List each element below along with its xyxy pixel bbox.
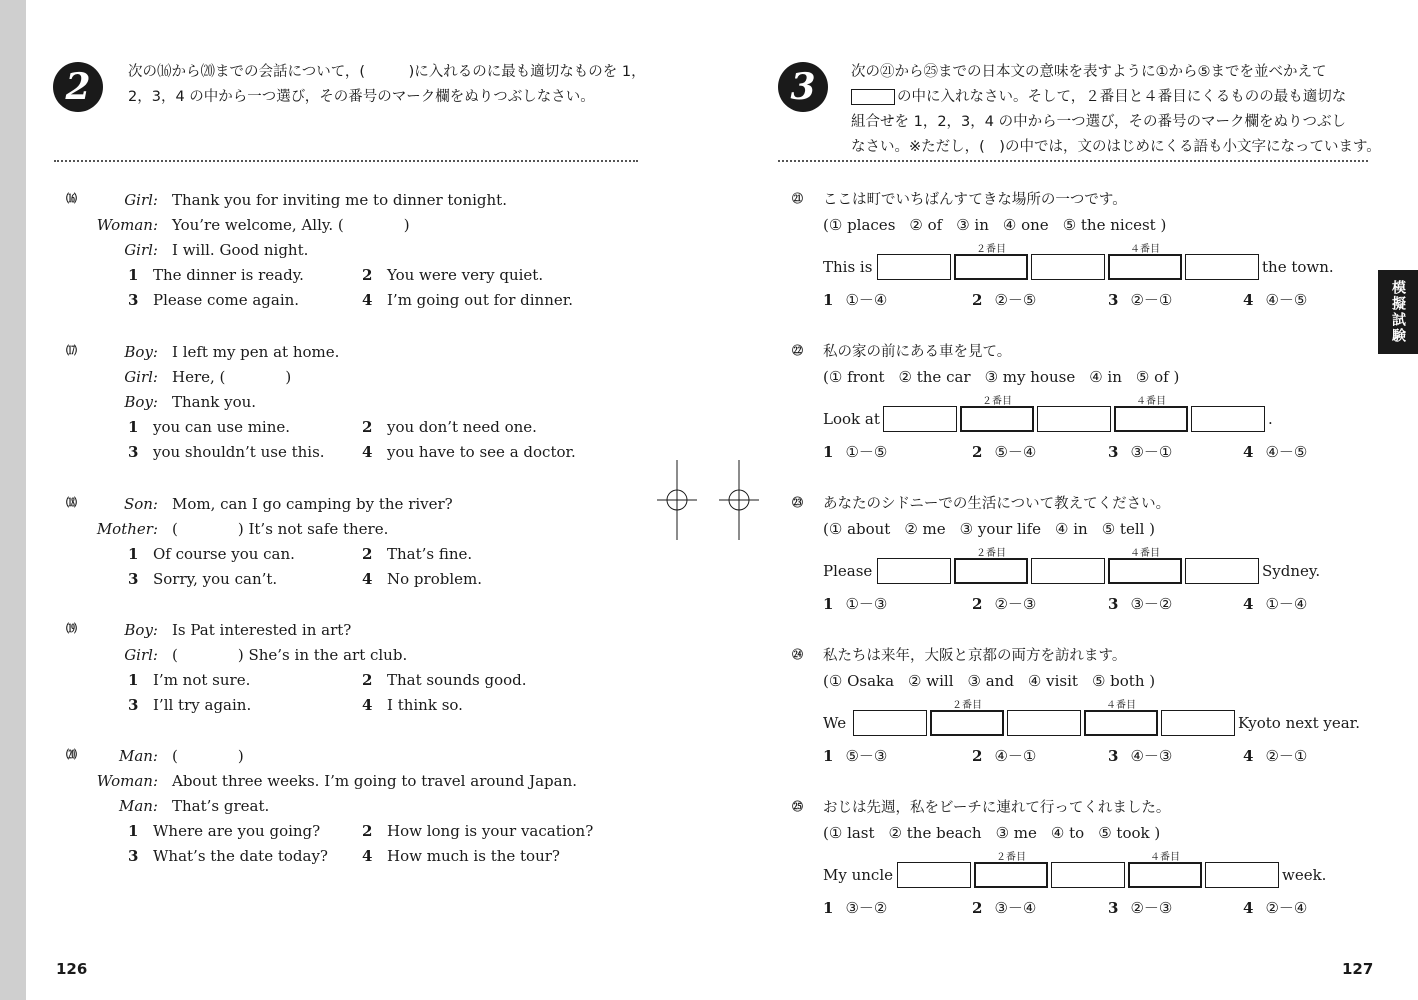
dialogue-line (86, 365, 291, 390)
sentence-prefix: This is (823, 258, 873, 276)
answer-slot[interactable] (853, 710, 927, 736)
dialogue-text: ( ) (172, 747, 244, 765)
question-number: ㉕ (792, 800, 803, 813)
answer-option[interactable] (823, 440, 887, 464)
answer-option[interactable] (1108, 440, 1172, 464)
answer-option-number: 3 (1108, 747, 1119, 765)
dialogue-text: That’s great. (172, 797, 270, 815)
section-number-badge: 3 (778, 62, 828, 112)
word-choices (823, 365, 1193, 390)
dialogue-line (86, 492, 453, 517)
word-choices (823, 213, 1180, 238)
word-choice: (① front (823, 368, 885, 386)
word-choice: (① about (823, 520, 891, 538)
instruction-line: 次の⒃から⒇までの会話について，( )に入れるのに最も適切なものを 1， (128, 64, 646, 80)
answer-option-text: ②－① (1265, 747, 1308, 765)
option-text[interactable]: you don’t need one. (387, 418, 537, 436)
option-text[interactable]: That’s fine. (387, 545, 473, 563)
second-slot-label: ２番目 (952, 700, 982, 711)
option-number[interactable]: 1 (128, 671, 139, 689)
section-instruction (851, 60, 1381, 160)
dialogue-line (86, 517, 388, 542)
option-text[interactable]: I think so. (387, 696, 463, 714)
answer-option[interactable] (1108, 592, 1172, 616)
answer-option-number: 2 (972, 443, 983, 461)
answer-option-text: ③－④ (994, 899, 1037, 917)
word-choice: ④ one (1002, 216, 1049, 234)
answer-option[interactable] (1243, 592, 1307, 616)
answer-option-text: ③－② (845, 899, 888, 917)
answer-option[interactable] (1108, 744, 1172, 768)
answer-slot[interactable] (1051, 862, 1125, 888)
word-choice: (① last (823, 824, 875, 842)
second-slot-label: ２番目 (996, 852, 1026, 863)
answer-slot[interactable] (974, 862, 1048, 888)
option-number[interactable]: 1 (128, 266, 139, 284)
option-text[interactable]: No problem. (387, 570, 482, 588)
answer-slot[interactable] (960, 406, 1034, 432)
dialogue-text: ( ) It’s not safe there. (172, 520, 389, 538)
dialogue-line (86, 340, 339, 365)
answer-option[interactable] (972, 288, 1036, 312)
japanese-sentence: おじは先週，私をビーチに連れて行ってくれました。 (823, 800, 1171, 816)
word-choice: (① Osaka (823, 672, 895, 690)
question-number: ㉔ (792, 648, 803, 661)
word-choice: ④ to (1050, 824, 1085, 842)
option-number[interactable]: 4 (362, 291, 373, 309)
answer-option[interactable] (1108, 896, 1172, 920)
sentence-prefix: Look at (823, 410, 880, 428)
option-number[interactable]: 2 (362, 822, 373, 840)
option-number[interactable]: 3 (128, 847, 139, 865)
answer-option-number: 1 (823, 747, 834, 765)
answer-slot[interactable] (1084, 710, 1158, 736)
answer-option[interactable] (1243, 896, 1307, 920)
answer-option-number: 1 (823, 291, 834, 309)
word-choice: ② will (908, 672, 954, 690)
speaker-label: Woman: (96, 772, 158, 790)
answer-option[interactable] (972, 440, 1036, 464)
option-number[interactable]: 4 (362, 696, 373, 714)
answer-option-text: ②－④ (1265, 899, 1308, 917)
answer-option-number: 2 (972, 747, 983, 765)
dialogue-text: Thank you for inviting me to dinner tonight. (172, 191, 507, 209)
answer-option-text: ②－③ (1130, 899, 1173, 917)
question-number: ㉑ (792, 192, 803, 205)
answer-option[interactable] (1108, 288, 1172, 312)
speaker-label: Boy: (124, 621, 158, 639)
question-number: ㉒ (792, 344, 803, 357)
question-number: ⒃ (66, 192, 77, 205)
answer-option[interactable] (972, 592, 1036, 616)
answer-option-number: 4 (1243, 899, 1254, 917)
answer-option-number: 1 (823, 899, 834, 917)
word-choice: ⑤ both ) (1091, 672, 1156, 690)
answer-option-text: ③－① (1130, 443, 1173, 461)
answer-slot[interactable] (877, 558, 951, 584)
japanese-sentence: ここは町でいちばんすてきな場所の一つです。 (823, 192, 1127, 208)
answer-option-number: 1 (823, 443, 834, 461)
answer-option-text: ②－① (1130, 291, 1173, 309)
answer-slot[interactable] (954, 254, 1028, 280)
speaker-label: Woman: (96, 216, 158, 234)
word-choice: ③ and (967, 672, 1014, 690)
sentence-prefix: We (823, 714, 847, 732)
answer-slot[interactable] (1007, 710, 1081, 736)
answer-slot[interactable] (1108, 254, 1182, 280)
sentence-prefix: Please (823, 562, 873, 580)
dialogue-text: You’re welcome, Ally. ( ) (172, 216, 410, 234)
second-slot-label: ２番目 (982, 396, 1012, 407)
option-number[interactable]: 3 (128, 570, 139, 588)
option-text[interactable]: The dinner is ready. (153, 266, 304, 284)
speaker-label: Boy: (124, 343, 158, 361)
word-choice: ⑤ took ) (1098, 824, 1161, 842)
answer-option-text: ⑤－④ (994, 443, 1037, 461)
dialogue-line (86, 794, 269, 819)
answer-option-text: ①－⑤ (845, 443, 888, 461)
option-text[interactable]: That sounds good. (387, 671, 527, 689)
word-choices (823, 669, 1169, 694)
answer-option[interactable] (823, 592, 887, 616)
speaker-label: Man: (118, 747, 158, 765)
left-page (26, 0, 686, 1000)
answer-option[interactable] (823, 744, 887, 768)
dialogue-line (86, 744, 244, 769)
option-number[interactable]: 3 (128, 696, 139, 714)
answer-slot[interactable] (1031, 254, 1105, 280)
option-text[interactable]: You were very quiet. (387, 266, 544, 284)
option-number[interactable]: 4 (362, 443, 373, 461)
fourth-slot-label: ４番目 (1150, 852, 1180, 863)
option-text[interactable]: I’ll try again. (153, 696, 252, 714)
word-choice: ④ in (1089, 368, 1122, 386)
answer-option[interactable] (972, 744, 1036, 768)
answer-option-text: ①－③ (845, 595, 888, 613)
option-number[interactable]: 2 (362, 266, 373, 284)
instruction-line: なさい。※ただし，( )の中では，文のはじめにくる語も小文字になっています。 (851, 139, 1381, 155)
speaker-label: Son: (123, 495, 158, 513)
answer-option-number: 2 (972, 595, 983, 613)
word-choice: ③ my house (984, 368, 1076, 386)
answer-option-text: ④－③ (1130, 747, 1173, 765)
fourth-slot-label: ４番目 (1130, 548, 1160, 559)
answer-option[interactable] (1243, 744, 1307, 768)
instruction-line-with-box (851, 85, 1381, 110)
fourth-slot-label: ４番目 (1136, 396, 1166, 407)
page-number: 127 (1342, 960, 1374, 978)
answer-slot[interactable] (1031, 558, 1105, 584)
dialogue-text: About three weeks. I’m going to travel around Japan. (172, 772, 578, 790)
answer-option-number: 4 (1243, 291, 1254, 309)
sentence-suffix: Sydney. (1262, 562, 1321, 580)
instruction-line: 2，3，4 の中から一つ選び，その番号のマーク欄をぬりつぶしなさい。 (128, 89, 595, 105)
option-text[interactable]: I’m not sure. (153, 671, 251, 689)
option-text[interactable]: I’m going out for dinner. (387, 291, 574, 309)
question-number: ⒅ (66, 496, 77, 509)
question-number: ㉓ (792, 496, 803, 509)
word-choice: ③ in (956, 216, 989, 234)
speaker-label: Girl: (124, 646, 158, 664)
answer-option-text: ④－① (994, 747, 1037, 765)
answer-slot[interactable] (1161, 710, 1235, 736)
page-number: 126 (56, 960, 88, 978)
answer-option[interactable] (1243, 440, 1307, 464)
word-choice: ⑤ of ) (1135, 368, 1180, 386)
dialogue-line (86, 213, 410, 238)
dialogue-text: Thank you. (172, 393, 257, 411)
answer-option[interactable] (823, 288, 887, 312)
speaker-label: Man: (118, 797, 158, 815)
answer-option-text: ①－④ (845, 291, 888, 309)
answer-slot[interactable] (1185, 254, 1259, 280)
speaker-label: Girl: (124, 368, 158, 386)
word-choice: ② the beach (888, 824, 982, 842)
word-choices (823, 821, 1174, 846)
speaker-label: Boy: (124, 393, 158, 411)
dialogue-line (86, 643, 407, 668)
option-number[interactable]: 1 (128, 822, 139, 840)
fourth-slot-label: ４番目 (1130, 244, 1160, 255)
option-number[interactable]: 3 (128, 291, 139, 309)
answer-option-number: 2 (972, 899, 983, 917)
section-instruction (128, 60, 646, 110)
answer-slot[interactable] (1191, 406, 1265, 432)
option-text[interactable]: Of course you can. (153, 545, 295, 563)
answer-slot[interactable] (930, 710, 1004, 736)
divider (54, 160, 638, 162)
sentence-suffix: week. (1282, 866, 1327, 884)
option-number[interactable]: 1 (128, 545, 139, 563)
option-text[interactable]: Where are you going? (153, 822, 321, 840)
speaker-label: Girl: (124, 191, 158, 209)
answer-option[interactable] (972, 896, 1036, 920)
answer-slot[interactable] (1108, 558, 1182, 584)
japanese-sentence: 私たちは来年，大阪と京都の両方を訪れます。 (823, 648, 1127, 664)
word-choice: ⑤ the nicest ) (1062, 216, 1167, 234)
answer-option-number: 3 (1108, 595, 1119, 613)
option-number[interactable]: 4 (362, 570, 373, 588)
second-slot-label: ２番目 (976, 244, 1006, 255)
dialogue-text: Here, ( ) (172, 368, 292, 386)
right-page (732, 0, 1418, 1000)
dialogue-line (86, 618, 351, 643)
option-number[interactable]: 2 (362, 671, 373, 689)
option-number[interactable]: 2 (362, 418, 373, 436)
word-choice: ③ your life (959, 520, 1042, 538)
sentence-suffix: Kyoto next year. (1238, 714, 1360, 732)
answer-slot[interactable] (954, 558, 1028, 584)
option-number[interactable]: 2 (362, 545, 373, 563)
answer-slot[interactable] (897, 862, 971, 888)
answer-slot[interactable] (883, 406, 957, 432)
answer-option-text: ④－⑤ (1265, 443, 1308, 461)
dialogue-text: Is Pat interested in art? (172, 621, 352, 639)
option-number[interactable]: 3 (128, 443, 139, 461)
instruction-line: の中に入れなさい。そして，２番目と４番目にくるものの最も適切な (897, 89, 1347, 105)
word-choice: ④ in (1055, 520, 1088, 538)
option-text[interactable]: you shouldn’t use this. (153, 443, 325, 461)
question-number: ⒆ (66, 622, 77, 635)
japanese-sentence: あなたのシドニーでの生活について教えてください。 (823, 496, 1171, 512)
answer-option-number: 3 (1108, 291, 1119, 309)
option-number[interactable]: 4 (362, 847, 373, 865)
answer-option-number: 4 (1243, 443, 1254, 461)
sentence-suffix: the town. (1262, 258, 1334, 276)
answer-option-number: 3 (1108, 899, 1119, 917)
question-number: ⒇ (66, 748, 77, 761)
answer-option-text: ⑤－③ (845, 747, 888, 765)
answer-option-number: 4 (1243, 747, 1254, 765)
option-text[interactable]: How much is the tour? (387, 847, 560, 865)
answer-option-text: ②－③ (994, 595, 1037, 613)
dialogue-line (86, 188, 507, 213)
answer-box-sample (851, 89, 895, 105)
option-number[interactable]: 1 (128, 418, 139, 436)
answer-slot[interactable] (1114, 406, 1188, 432)
option-text[interactable]: you can use mine. (153, 418, 291, 436)
dialogue-text: ( ) She’s in the art club. (172, 646, 408, 664)
sentence-suffix: . (1268, 410, 1273, 428)
answer-option-number: 3 (1108, 443, 1119, 461)
dialogue-line (86, 769, 577, 794)
answer-option-number: 2 (972, 291, 983, 309)
answer-option-text: ①－④ (1265, 595, 1308, 613)
answer-slot[interactable] (1205, 862, 1279, 888)
word-choice: ④ visit (1027, 672, 1078, 690)
divider (778, 160, 1368, 162)
instruction-line: 組合せを 1，2，3，4 の中から一つ選び，その番号のマーク欄をぬりつぶし (851, 114, 1347, 130)
word-choice: ② of (909, 216, 943, 234)
speaker-label: Girl: (124, 241, 158, 259)
word-choice: (① places (823, 216, 896, 234)
speaker-label: Mother: (96, 520, 158, 538)
option-text[interactable]: Please come again. (153, 291, 300, 309)
second-slot-label: ２番目 (976, 548, 1006, 559)
option-text[interactable]: you have to see a doctor. (387, 443, 576, 461)
word-choice: ② me (904, 520, 946, 538)
dialogue-text: I left my pen at home. (172, 343, 340, 361)
answer-option[interactable] (1243, 288, 1307, 312)
answer-slot[interactable] (1128, 862, 1202, 888)
answer-slot[interactable] (877, 254, 951, 280)
dialogue-text: I will. Good night. (172, 241, 309, 259)
answer-option-number: 1 (823, 595, 834, 613)
japanese-sentence: 私の家の前にある車を見て。 (823, 344, 1012, 360)
word-choices (823, 517, 1169, 542)
sentence-prefix: My uncle (823, 866, 893, 884)
page-gutter (0, 0, 26, 1000)
answer-option-text: ②－⑤ (994, 291, 1037, 309)
dialogue-line (86, 238, 308, 263)
option-text[interactable]: How long is your vacation? (387, 822, 594, 840)
fourth-slot-label: ４番目 (1106, 700, 1136, 711)
dialogue-line (86, 390, 256, 415)
answer-option-text: ④－⑤ (1265, 291, 1308, 309)
answer-option[interactable] (823, 896, 887, 920)
section-number-badge: 2 (53, 62, 103, 112)
word-choice: ③ me (995, 824, 1037, 842)
answer-slot[interactable] (1185, 558, 1259, 584)
answer-option-number: 4 (1243, 595, 1254, 613)
word-choice: ② the car (898, 368, 971, 386)
word-choice: ⑤ tell ) (1101, 520, 1156, 538)
dialogue-text: Mom, can I go camping by the river? (172, 495, 453, 513)
answer-slot[interactable] (1037, 406, 1111, 432)
instruction-line: 次の㉑から㉕までの日本文の意味を表すように①から⑤までを並べかえて (851, 64, 1327, 80)
question-number: ⒄ (66, 344, 77, 357)
option-text[interactable]: Sorry, you can’t. (153, 570, 278, 588)
option-text[interactable]: What’s the date today? (153, 847, 328, 865)
side-tab: 模擬試験 (1378, 270, 1418, 354)
answer-option-text: ③－② (1130, 595, 1173, 613)
